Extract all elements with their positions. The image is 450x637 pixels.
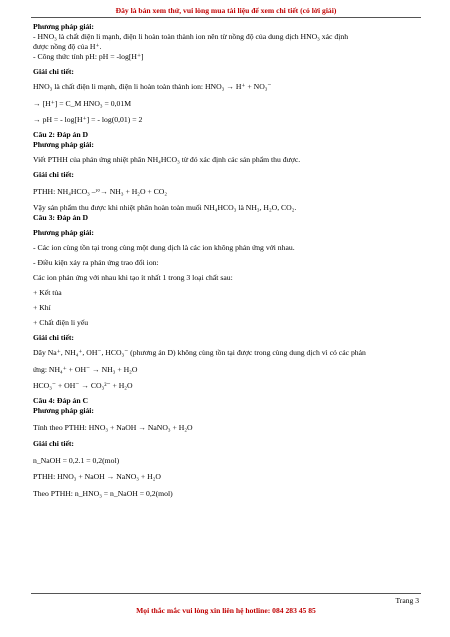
section-heading-solution: Giải chi tiết: (33, 170, 74, 179)
text-line: Vậy sản phẩm thu được khi nhiệt phân hoàn toàn muối NH₄HCO₃ là NH₃, H₂O, CO₂. (33, 203, 297, 212)
equation-line: ứng: NH₄⁺ + OH⁻ → NH₃ + H₂O (33, 364, 138, 374)
text-line: Viết PTHH của phản ứng nhiệt phân NH₄HCO₃ từ đó xác định các sản phẩm thu được. (33, 155, 301, 164)
text-line: Dãy Na⁺, NH₄⁺, OH⁻, HCO₃⁻ (phương án D) không cùng tồn tại được trong cùng dung dịch vì có các phản (33, 348, 366, 357)
section-heading-solution: Giải chi tiết: (33, 439, 74, 448)
section-heading-method: Phương pháp giải: (33, 140, 94, 149)
text-line: - HNO₃ là chất điện li mạnh, điện li hoàn toàn thành ion nên từ nồng độ của dung dịch HNO₃ xác định (33, 32, 349, 41)
section-heading-method: Phương pháp giải: (33, 22, 94, 31)
text-line: Các ion phản ứng với nhau khi tạo ít nhất 1 trong 3 loại chất sau: (33, 273, 233, 282)
section-heading-solution: Giải chi tiết: (33, 67, 74, 76)
text-line: được nồng độ của H⁺. (33, 42, 102, 51)
equation-line: Theo PTHH: n_HNO₃ = n_NaOH = 0,2(mol) (33, 488, 173, 498)
equation-line: PTHH: HNO₃ + NaOH → NaNO₃ + H₂O (33, 472, 161, 481)
document-body (33, 22, 421, 499)
list-item: + Kết tủa (33, 288, 62, 297)
equation-line: → pH = - log[H⁺] = - log(0,01) = 2 (33, 115, 143, 124)
text-line: - Công thức tính pH: pH = -log[H⁺] (33, 52, 144, 61)
list-item: + Chất điện li yếu (33, 318, 89, 327)
question-heading: Câu 3: Đáp án D (33, 213, 89, 222)
text-line: - Các ion cùng tồn tại trong cùng một dung dịch là các ion không phản ứng với nhau. (33, 243, 295, 252)
equation-line: PTHH: NH₄HCO₃ –ᵗ°→ NH₃ + H₂O + CO₂ (33, 186, 168, 196)
equation-line: HNO₃ là chất điện li mạnh, điện li hoàn toàn thành ion: HNO₃ → H⁺ + NO₃⁻ (33, 82, 272, 91)
page-number: Trang 3 (395, 596, 419, 605)
section-heading-solution: Giải chi tiết: (33, 333, 74, 342)
hotline-footer: Mọi thắc mắc vui lòng xin liên hệ hotline: 084 283 45 85 (136, 606, 316, 615)
question-heading: Câu 2: Đáp án D (33, 130, 89, 139)
text-line: - Điều kiện xảy ra phản ứng trao đổi ion: (33, 258, 159, 267)
section-heading-method: Phương pháp giải: (33, 228, 94, 237)
question-heading: Câu 4: Đáp án C (33, 396, 89, 405)
equation-line: Tính theo PTHH: HNO₃ + NaOH → NaNO₃ + H₂O (33, 422, 193, 432)
preview-notice-header: Đây là bản xem thử, vui lòng mua tài liệu để xem chi tiết (có lời giải) (115, 6, 337, 15)
header-divider (31, 17, 421, 18)
equation-line: HCO₃⁻ + OH⁻ → CO₃²⁻ + H₂O (33, 381, 133, 390)
equation-line: → [H⁺] = C_M HNO₃ = 0,01M (33, 98, 132, 108)
section-heading-method: Phương pháp giải: (33, 406, 94, 415)
equation-line: n_NaOH = 0,2.1 = 0,2(mol) (33, 455, 120, 465)
list-item: + Khí (33, 303, 51, 312)
footer-divider (31, 593, 421, 594)
